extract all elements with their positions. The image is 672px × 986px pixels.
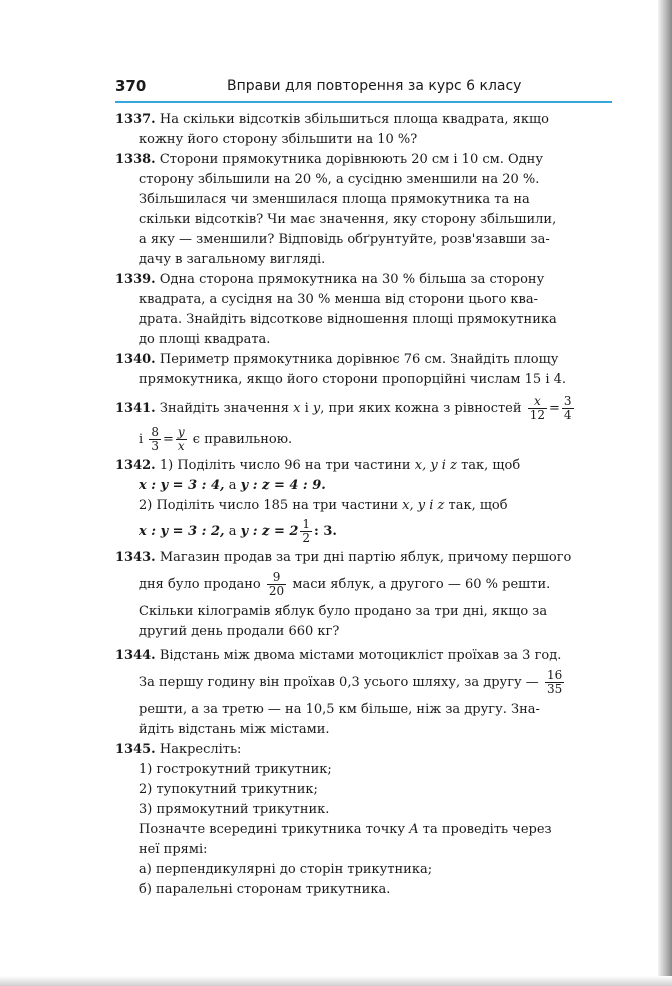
fraction-x-over-12: [528, 395, 547, 422]
exercise-1340: [115, 350, 612, 390]
conjunction: а: [228, 478, 237, 493]
conjunction: і: [139, 432, 144, 447]
numerator: 8: [151, 425, 159, 439]
exercise-1342: [115, 456, 612, 548]
numerator: 9: [267, 571, 286, 585]
numerator: y: [177, 425, 185, 439]
exercise-number: 1343.: [115, 550, 156, 565]
list-item: 3) прямокутний трикутник.: [139, 802, 330, 817]
page-edge-shadow: [658, 0, 672, 986]
exercise-text-line: драта. Знайдіть відсоткове відношення площі прямокутника: [139, 312, 557, 327]
exercise-text-line: Скільки кілограмів яблук було продано за три дні, якщо за: [139, 604, 548, 619]
fraction-16-over-35: [545, 669, 564, 696]
equals-sign: =: [162, 432, 174, 447]
exercise-text-line: до площі квадрата.: [139, 332, 271, 347]
exercise-text-line: прямокутника, якщо його сторони пропорційні числам 15 і 4.: [139, 372, 567, 387]
variable-y: y: [312, 401, 321, 416]
page-number: 370: [115, 77, 147, 95]
denominator: 12: [529, 408, 545, 422]
exercise-number: 1340.: [115, 352, 156, 367]
exercise-text-line: решти, а за третю — на 10,5 км більше, ніж за другу. Зна-: [139, 702, 540, 717]
numerator: 3: [563, 394, 572, 408]
variables: x, y і z: [402, 498, 445, 513]
exercise-text-line: скільки відсотків? Чи має значення, яку сторону збільшили,: [139, 212, 557, 227]
exercise-text-line: На скільки відсотків збільшиться площа квадрата, якщо: [159, 112, 549, 127]
numerator: 1: [302, 517, 311, 531]
equals-sign: =: [548, 401, 560, 416]
numerator: 16: [546, 668, 563, 682]
ratio-expression: x : y = 3 : 4,: [139, 478, 225, 493]
variable-x: x: [293, 401, 301, 416]
exercise-text-line: другий день продали 660 кг?: [139, 624, 340, 639]
exercise-number: 1339.: [115, 272, 156, 287]
exercise-text: так, щоб: [461, 458, 521, 473]
exercise-1341: [115, 394, 612, 456]
exercise-text: За першу годину він проїхав 0,3 усього шляху, за другу —: [139, 675, 539, 690]
point-label: A: [409, 822, 419, 837]
exercise-text: 2) Поділіть число 185 на три частини: [139, 498, 398, 513]
exercise-text: Знайдіть значення: [159, 401, 289, 416]
exercise-text-line: квадрата, а сусідня на 30 % менша від сторони цього ква-: [139, 292, 539, 307]
exercise-text-line: Сторони прямокутника дорівнюють 20 см і 10 см. Одну: [159, 152, 543, 167]
page-bottom-edge: [0, 976, 672, 986]
exercise-1345: [115, 740, 612, 900]
exercise-text-line: Збільшилася чи зменшилася площа прямокутника та на: [139, 192, 530, 207]
exercise-text: , при яких кожна з рівностей: [320, 401, 522, 416]
denominator: 4: [563, 408, 572, 422]
variables: x, y і z: [414, 458, 457, 473]
fraction-3-over-4: [562, 395, 574, 422]
exercise-text-line: Відстань між двома містами мотоцикліст проїхав за 3 год.: [159, 648, 562, 663]
conjunction: а: [228, 524, 237, 539]
exercise-list: [115, 110, 612, 900]
exercise-number: 1344.: [115, 648, 156, 663]
conjunction: і: [304, 401, 309, 416]
exercise-text: маси яблук, а другого — 60 % решти.: [292, 577, 551, 592]
exercise-1338: [115, 150, 612, 270]
exercise-text-line: йдіть відстань між містами.: [139, 722, 330, 737]
header-rule: [115, 101, 612, 103]
exercise-text: так, щоб: [448, 498, 508, 513]
exercise-text-line: Одна сторона прямокутника на 30 % більша за сторону: [159, 272, 545, 287]
numerator: x: [528, 395, 547, 409]
ratio-expression: : 3.: [314, 524, 337, 539]
exercise-number: 1345.: [115, 742, 156, 757]
exercise-1343: [115, 548, 612, 642]
page-header: [115, 75, 612, 101]
running-title: Вправи для повторення за курс 6 класу: [227, 78, 522, 94]
exercise-text-line: Накресліть:: [159, 742, 242, 757]
exercise-text-line: а яку — зменшили? Відповідь обґрунтуйте, розв'язавши за-: [139, 232, 550, 247]
fraction-8-over-3: [149, 426, 161, 453]
ratio-expression: y : z = 4 : 9.: [240, 478, 326, 493]
exercise-1339: [115, 270, 612, 350]
exercise-text-line: Периметр прямокутника дорівнює 76 см. Знайдіть площу: [159, 352, 559, 367]
list-item: б) паралельні сторонам трикутника.: [139, 882, 391, 897]
exercise-number: 1337.: [115, 112, 156, 127]
fraction-1-over-2: [300, 518, 312, 545]
exercise-text-line: сторону збільшили на 20 %, а сусідню зменшили на 20 %.: [139, 172, 540, 187]
exercise-1344: [115, 646, 612, 740]
exercise-number: 1342.: [115, 458, 156, 473]
denominator: x: [177, 439, 185, 453]
fraction-y-over-x: [176, 426, 187, 453]
exercise-text: є правильною.: [192, 432, 293, 447]
denominator: 3: [151, 439, 159, 453]
exercise-text: 1) Поділіть число 96 на три частини: [159, 458, 411, 473]
exercise-text-line: дачу в загальному вигляді.: [139, 252, 326, 267]
list-item: 2) тупокутний трикутник;: [139, 782, 318, 797]
list-item: 1) гострокутний трикутник;: [139, 762, 332, 777]
list-item: а) перпендикулярні до сторін трикутника;: [139, 862, 433, 877]
exercise-number: 1341.: [115, 401, 156, 416]
denominator: 2: [302, 531, 311, 545]
fraction-9-over-20: [267, 571, 286, 598]
exercise-text: Позначте всередині трикутника точку: [139, 822, 406, 837]
exercise-text-line: кожну його сторону збільшити на 10 %?: [139, 132, 418, 147]
exercise-text: дня було продано: [139, 577, 261, 592]
denominator: 35: [546, 682, 563, 696]
exercise-number: 1338.: [115, 152, 156, 167]
exercise-text: та проведіть через: [422, 822, 552, 837]
ratio-expression: y : z = 2: [240, 524, 299, 539]
denominator: 20: [268, 584, 285, 598]
exercise-text-line: неї прямі:: [139, 842, 208, 857]
ratio-expression: x : y = 3 : 2,: [139, 524, 225, 539]
exercise-text-line: Магазин продав за три дні партію яблук, причому першого: [159, 550, 572, 565]
exercise-1337: [115, 110, 612, 150]
